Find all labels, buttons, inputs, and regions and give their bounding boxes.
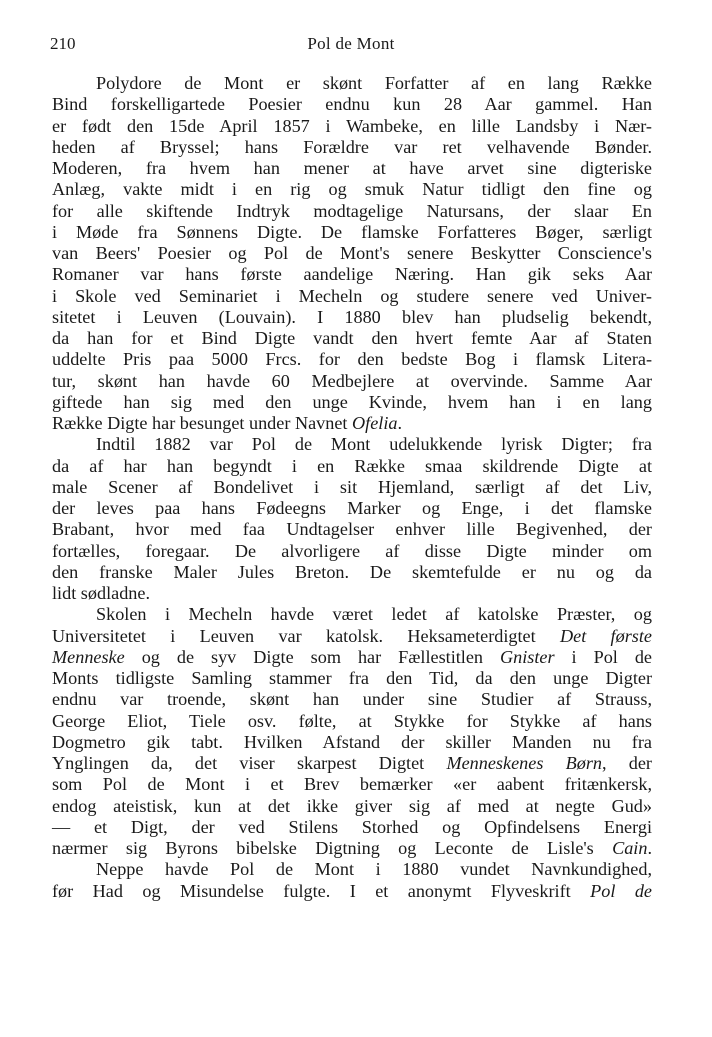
italic-title: Cain (612, 838, 648, 858)
line-text: Dogmetro gik tabt. Hvilken Afstand der skiller Manden nu fra (52, 731, 652, 752)
text-line (52, 838, 652, 859)
text-line (52, 796, 652, 817)
text-line (52, 264, 652, 285)
text-line (52, 626, 652, 647)
line-text: Række Digte har besunget under Navnet (52, 413, 353, 433)
line-text: da af har han begyndt i en Række smaa skildrende Digte at (52, 455, 652, 476)
line-text: Romaner var hans første aandelige Næring. Han gik seks Aar (52, 264, 652, 285)
page-header (50, 34, 652, 58)
running-title: Pol de Mont (307, 34, 395, 53)
text-line (52, 689, 652, 710)
italic-title: Det første (559, 625, 652, 646)
line-text: den franske Maler Jules Breton. De skemtefulde er nu og da (52, 561, 652, 582)
text-line (52, 434, 652, 455)
line-text: — et Digt, der ved Stilens Storhed og Opfindelsens Energi (52, 816, 652, 837)
line-text: i Møde fra Sønnens Digte. De flamske Forfatteres Bøger, særligt (52, 221, 652, 242)
line-text: tur, skønt han havde 60 Medbejlere at overvinde. Samme Aar (52, 370, 652, 391)
body-text (52, 73, 652, 902)
italic-title: Gnister (500, 646, 555, 667)
line-text: som Pol de Mont i et Brev bemærker «er aabent fritænkersk, (52, 774, 652, 795)
line-text: nærmer sig Byrons bibelske Digtning og Leconte de Lisle's (52, 838, 613, 858)
line-text: Ynglingen da, det viser skarpest Digtet (52, 753, 447, 773)
text-line (52, 73, 652, 94)
line-text: og de syv Digte som har Fællestitlen (124, 646, 501, 667)
line-text: endog ateistisk, kun at det ikke giver sig af med at negte Gud» (52, 795, 652, 816)
line-text: Monts tidligste Samling stammer fra den Tid, da den unge Digter (52, 668, 652, 688)
text-line (52, 859, 652, 880)
italic-title: Menneskenes Børn (446, 753, 602, 773)
line-text: i Skole ved Seminariet i Mecheln og studere senere ved Univer- (52, 285, 652, 306)
line-text: Anlæg, vakte midt i en rig og smuk Natur tidligt den fine og (52, 179, 652, 200)
line-text: lidt sødladne. (52, 583, 150, 603)
line-text: Bind forskelligartede Poesier endnu kun 28 Aar gammel. Han (52, 94, 652, 115)
text-line (52, 519, 652, 540)
text-line (52, 647, 652, 668)
line-text: Skolen i Mecheln havde været ledet af katolske Præster, og (96, 604, 652, 625)
text-line (52, 371, 652, 392)
line-text: fortælles, foregaar. De alvorligere af disse Digte minder om (52, 540, 652, 561)
text-line (52, 243, 652, 264)
italic-title: Pol de (590, 880, 652, 901)
text-line (52, 222, 652, 243)
line-text: er født den 15de April 1857 i Wambeke, en lille Landsby i Nær- (52, 115, 652, 136)
text-line (52, 158, 652, 179)
line-text: . (397, 413, 403, 433)
text-line (52, 732, 652, 753)
line-text: endnu var troende, skønt han under sine Studier af Strauss, (52, 689, 652, 710)
text-line (52, 477, 652, 498)
text-line (52, 201, 652, 222)
line-text: Polydore de Mont er skønt Forfatter af en lang Række (96, 73, 652, 93)
text-line (52, 349, 652, 370)
italic-title: Menneske (52, 646, 125, 667)
line-text: Indtil 1882 var Pol de Mont udelukkende lyrisk Digter; fra (96, 434, 652, 455)
text-line (52, 116, 652, 137)
text-line (52, 94, 652, 115)
line-text: der leves paa hans Fødeegns Marker og Enge, i det flamske (52, 498, 652, 518)
line-text: sitetet i Leuven (Louvain). I 1880 blev han pludselig bekendt, (52, 306, 652, 327)
text-line (52, 583, 652, 604)
text-line (52, 498, 652, 519)
text-line (52, 604, 652, 625)
text-line (52, 456, 652, 477)
text-line (52, 179, 652, 200)
text-line (52, 328, 652, 349)
line-text: heden af Bryssel; hans Forældre var ret velhavende Bønder. (52, 136, 652, 157)
line-text: Moderen, fra hvem han mener at have arvet sine digteriske (52, 158, 652, 178)
text-line (52, 307, 652, 328)
text-line (52, 541, 652, 562)
text-line (52, 774, 652, 795)
line-text: male Scener af Bondelivet i sit Hjemland, særligt af det Liv, (52, 476, 652, 497)
text-line (52, 753, 652, 774)
line-text: Universitetet i Leuven var katolsk. Heksameterdigtet (52, 625, 560, 646)
text-line (52, 668, 652, 689)
text-line (52, 817, 652, 838)
text-line (52, 286, 652, 307)
text-line (52, 881, 652, 902)
line-text: Brabant, hvor med faa Undtagelser enhver lille Begivenhed, der (52, 519, 652, 540)
line-text: Neppe havde Pol de Mont i 1880 vundet Navnkundighed, (96, 859, 652, 880)
line-text: da han for et Bind Digte vandt den hvert femte Aar af Staten (52, 328, 652, 348)
line-text: i Pol de (554, 646, 652, 667)
line-text: George Eliot, Tiele osv. følte, at Stykke for Stykke af hans (52, 710, 652, 731)
italic-title: Ofelia (352, 413, 398, 433)
line-text: for alle skiftende Indtryk modtagelige Natursans, der slaar En (52, 200, 652, 221)
text-line (52, 392, 652, 413)
text-line (52, 711, 652, 732)
line-text: giftede han sig med den unge Kvinde, hvem han i en lang (52, 391, 652, 412)
line-text: van Beers' Poesier og Pol de Mont's senere Beskytter Conscience's (52, 243, 652, 263)
text-line (52, 562, 652, 583)
page-number: 210 (50, 34, 76, 53)
line-text: . (647, 838, 652, 858)
text-line (52, 413, 652, 434)
line-text: uddelte Pris paa 5000 Frcs. for den bedste Bog i flamsk Litera- (52, 349, 652, 370)
line-text: , der (602, 753, 652, 773)
text-line (52, 137, 652, 158)
line-text: før Had og Misundelse fulgte. I et anonymt Flyveskrift (52, 880, 591, 901)
